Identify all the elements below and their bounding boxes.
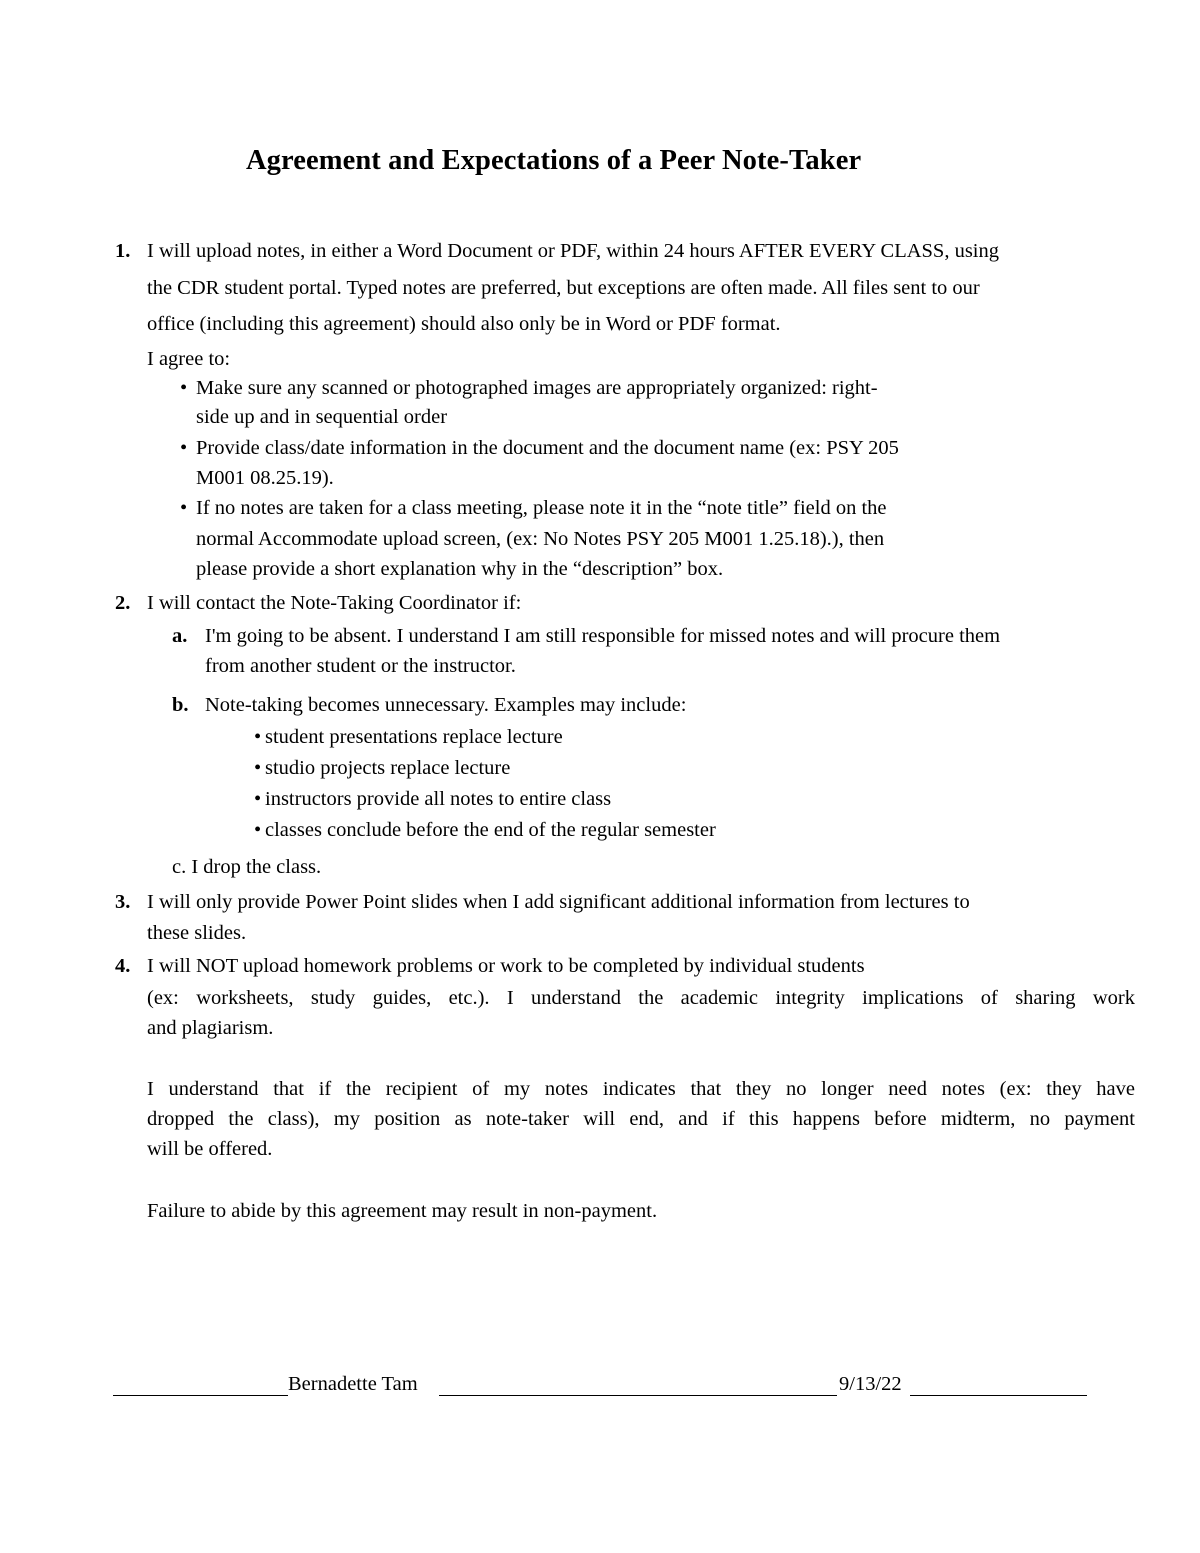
item-2a-line-1: I'm going to be absent. I understand I am still responsible for missed notes and will procure them: [205, 625, 1001, 647]
item-2a-label: a.: [172, 625, 188, 647]
bullet-3-line-1: If no notes are taken for a class meeting, please note it in the “note title” field on the: [196, 497, 887, 519]
bullet-2-line-1: Provide class/date information in the document and the document name (ex: PSY 205: [196, 437, 899, 459]
bullet-mark: •: [180, 437, 188, 459]
bullet-3-line-3: please provide a short explanation why in the “description” box.: [196, 558, 724, 580]
signature-line-left: [113, 1395, 288, 1396]
paragraph-1-line-2: dropped the class), my position as note-taker will end, and if this happens before midterm, no payment: [147, 1108, 1135, 1130]
item-4-line-1: I will NOT upload homework problems or work to be completed by individual students: [147, 955, 865, 977]
item-2a-line-2: from another student or the instructor.: [205, 655, 516, 677]
bullet-1-line-1: Make sure any scanned or photographed images are appropriately organized: right-: [196, 377, 878, 399]
item-2b-bullet-3: instructors provide all notes to entire class: [265, 788, 612, 810]
document-title: Agreement and Expectations of a Peer Note-Taker: [246, 145, 862, 176]
item-1-line-3: office (including this agreement) should also only be in Word or PDF format.: [147, 313, 781, 335]
item-3-line-1: I will only provide Power Point slides when I add significant additional information from lectures to: [147, 891, 970, 913]
bullet-mark: •: [180, 497, 188, 519]
item-2b-label: b.: [172, 694, 189, 716]
bullet-1-line-2: side up and in sequential order: [196, 406, 448, 428]
item-3-line-2: these slides.: [147, 922, 247, 944]
item-3-number: 3.: [115, 891, 131, 913]
agree-label: I agree to:: [147, 348, 231, 370]
signature-name: Bernadette Tam: [288, 1373, 418, 1395]
item-2b-text: Note-taking becomes unnecessary. Examples may include:: [205, 694, 687, 716]
item-2c-text: c. I drop the class.: [172, 856, 322, 878]
bullet-3-line-2: normal Accommodate upload screen, (ex: No Notes PSY 205 M001 1.25.18).), then: [196, 528, 885, 550]
bullet-mark: •: [254, 726, 262, 748]
item-2b-bullet-1: student presentations replace lecture: [265, 726, 563, 748]
bullet-mark: •: [254, 788, 262, 810]
paragraph-1-line-3: will be offered.: [147, 1138, 273, 1160]
signature-date: 9/13/22: [839, 1373, 902, 1395]
item-4-line-3: and plagiarism.: [147, 1017, 274, 1039]
paragraph-1-line-1: I understand that if the recipient of my notes indicates that they no longer need notes (ex: they have: [147, 1078, 1135, 1100]
bullet-mark: •: [254, 757, 262, 779]
item-4-number: 4.: [115, 955, 131, 977]
signature-line-right: [910, 1395, 1087, 1396]
item-2-number: 2.: [115, 592, 131, 614]
bullet-mark: •: [254, 819, 262, 841]
item-2b-bullet-4: classes conclude before the end of the regular semester: [265, 819, 716, 841]
item-1-line-1: I will upload notes, in either a Word Document or PDF, within 24 hours AFTER EVERY CLASS, using: [147, 240, 999, 262]
signature-line-middle: [439, 1395, 837, 1396]
paragraph-2: Failure to abide by this agreement may result in non-payment.: [147, 1200, 658, 1222]
item-2-text: I will contact the Note-Taking Coordinator if:: [147, 592, 522, 614]
item-4-line-2: (ex: worksheets, study guides, etc.). I understand the academic integrity implications of sharing work: [147, 987, 1135, 1009]
bullet-mark: •: [180, 377, 188, 399]
bullet-2-line-2: M001 08.25.19).: [196, 467, 334, 489]
item-1-number: 1.: [115, 240, 131, 262]
item-2b-bullet-2: studio projects replace lecture: [265, 757, 511, 779]
item-1-line-2: the CDR student portal. Typed notes are preferred, but exceptions are often made. All files sent to our: [147, 277, 980, 299]
